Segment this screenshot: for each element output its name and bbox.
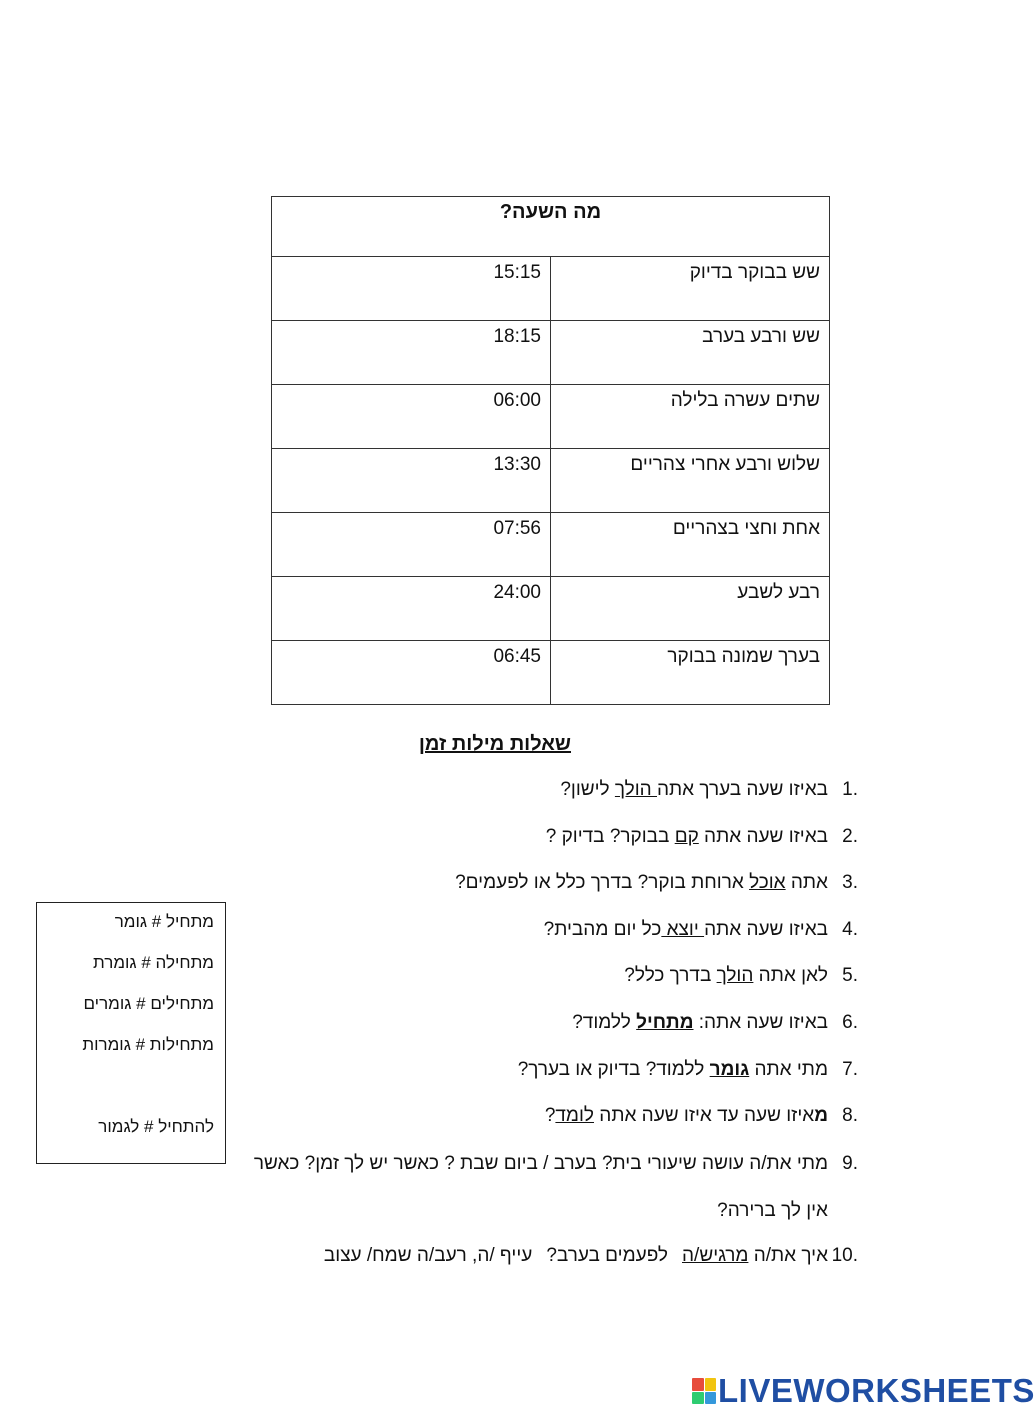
question-verb: אוכל [749,872,786,894]
table-row [272,513,830,577]
question-number: 6. [842,1011,858,1033]
question-text: מתי אתה [749,1058,828,1080]
word-pairs-box [36,902,226,1164]
question-item [238,1244,858,1268]
question-item [238,1104,858,1128]
question-options: עייף /ה, רעב/ה שמח/ עצוב [323,1244,533,1266]
word-pair: מתחילות # גומרות [82,1035,214,1054]
question-text: ? [544,1105,556,1127]
word-pair: מתחילים # גומרים [83,994,214,1013]
question-text: ארוחת בוקר? בדרך כלל או לפעמים? [455,872,750,894]
logo-icon [692,1378,716,1404]
question-text: ללמוד? [572,1011,637,1033]
questions-list [238,778,858,1290]
time-phrase: רבע לשבע [551,577,830,641]
question-number: 10. [831,1244,858,1266]
question-text: איזו שעה עד איזו שעה אתה [594,1105,815,1127]
question-verb: מתחיל [636,1011,694,1033]
table-title: מה השעה? [272,197,830,257]
table-row [272,257,830,321]
question-item [238,871,858,895]
logo-text: LIVEWORKSHEETS [718,1372,1035,1409]
question-number: 5. [842,965,858,987]
liveworksheets-logo [692,1374,1035,1408]
time-value: 07:56 [272,513,551,577]
question-item [238,1058,858,1082]
question-item [238,964,858,988]
time-phrase: אחת וחצי בצהריים [551,513,830,577]
question-item [238,1140,858,1234]
question-verb: גומר [709,1058,750,1080]
time-phrase: שש בבוקר בדיוק [551,257,830,321]
question-item [238,1011,858,1035]
question-text: באיזו שעה בערך אתה [657,779,828,800]
time-value: 15:15 [272,257,551,321]
question-text: בדרך כלל? [624,965,717,987]
question-number: 9. [842,1152,858,1174]
question-number: 2. [842,825,858,847]
question-verb: לומד [555,1105,594,1127]
question-text: איך את/ה [748,1244,828,1266]
question-verb: קם [674,825,699,847]
question-text: באיזו שעה אתה [704,918,828,940]
question-text: באיזו שעה אתה: [693,1011,828,1033]
time-phrase: בערך שמונה בבוקר [551,641,830,705]
table-row [272,449,830,513]
question-verb: מרגיש/ה [682,1244,749,1266]
question-text: בבוקר? בדיוק ? [545,825,675,847]
question-text: לפעמים בערב? [546,1244,668,1266]
question-text: מתי את/ה עושה שיעורי בית? בערב / ביום שבת ? כאשר יש לך זמן? כאשר אין לך ברירה? [253,1152,828,1221]
question-number: 4. [842,918,858,940]
time-phrase: שלוש ורבע אחרי צהריים [551,449,830,513]
time-value: 24:00 [272,577,551,641]
question-text: לישון? [560,779,615,800]
table-title-row [272,197,830,257]
question-verb: הולך [716,965,754,987]
question-item [238,825,858,849]
word-pair: להתחיל # לגמור [98,1117,214,1136]
time-value: 13:30 [272,449,551,513]
question-text: לאן אתה [753,965,828,987]
word-pair: מתחילה # גומרת [93,953,214,972]
questions-title: שאלות מילות זמן [418,733,571,755]
question-verb: הולך [614,779,657,800]
time-phrase: שש ורבע בערב [551,321,830,385]
time-value: 06:45 [272,641,551,705]
question-number: 1. [842,779,858,800]
table-row [272,321,830,385]
word-pair: מתחיל # גומר [114,912,214,931]
question-text: באיזו שעה אתה [698,825,828,847]
table-row [272,577,830,641]
question-text: מ [814,1105,828,1127]
time-value: 06:00 [272,385,551,449]
question-text: אתה [785,872,828,894]
table-row [272,641,830,705]
question-number: 7. [842,1058,858,1080]
question-text: כל יום מהבית? [543,918,662,940]
time-phrase: שתים עשרה בלילה [551,385,830,449]
time-matching-table [271,196,830,705]
question-text: ללמוד? בדיוק או בערך? [517,1058,710,1080]
time-value: 18:15 [272,321,551,385]
question-number: 3. [842,872,858,894]
question-verb: יוצא [661,918,705,940]
question-item [238,778,858,802]
table-row [272,385,830,449]
question-number: 8. [842,1105,858,1127]
question-item [238,918,858,942]
